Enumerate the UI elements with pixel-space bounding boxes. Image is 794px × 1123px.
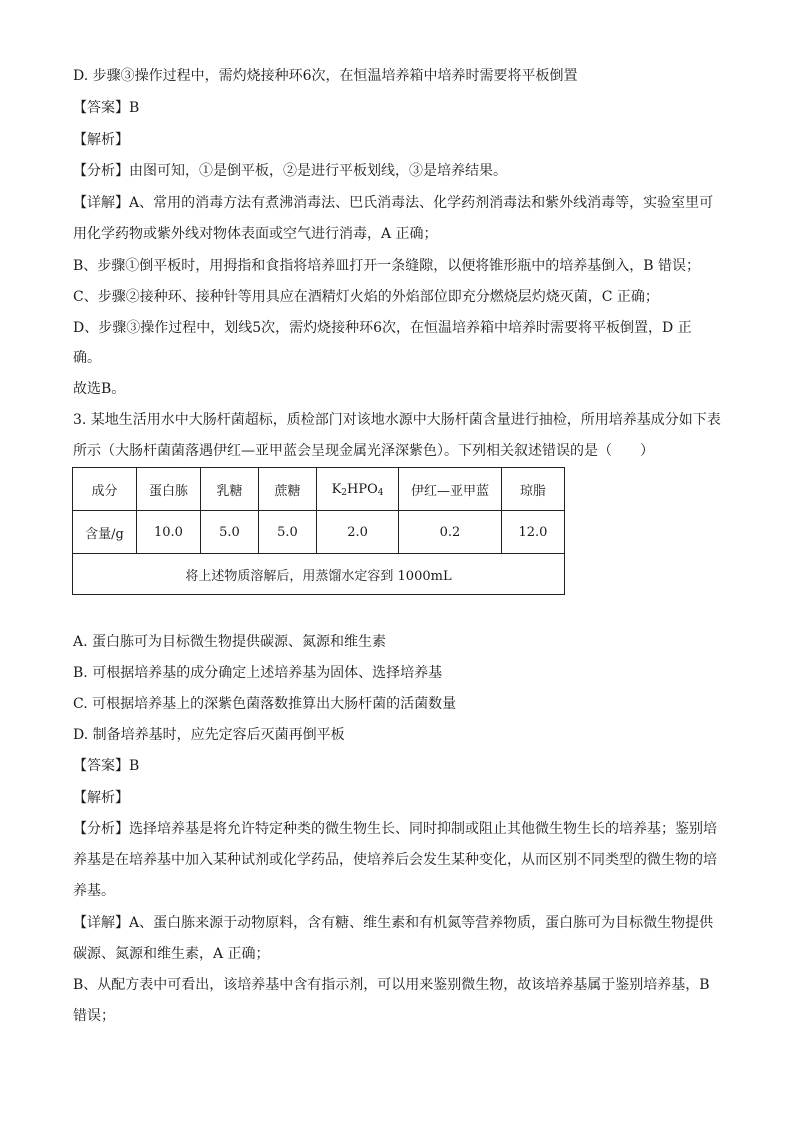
table-cell: 5.0	[258, 511, 316, 554]
table-row	[73, 511, 565, 554]
table-header-cell: 琼脂	[501, 468, 564, 511]
table-note: 将上述物质溶解后，用蒸馏水定容到 1000mL	[73, 554, 565, 595]
analysis-line: 养基是在培养基中加入某种试剂或化学药品，使培养后会发生某种变化，从而区别不同类型的微生物的培	[73, 852, 717, 868]
detail-line: 用化学药物或紫外线对物体表面或空气进行消毒，A 正确；	[73, 226, 438, 242]
formula-k: K	[331, 481, 342, 497]
option-c: C. 可根据培养基上的深紫色菌落数推算出大肠杆菌的活菌数量	[73, 696, 457, 712]
detail-line: 碳源、氮源和维生素，A 正确；	[73, 946, 270, 962]
formula-hpo: HPO	[347, 481, 378, 497]
analysis-label: 【解析】	[73, 132, 129, 148]
table-row	[73, 554, 565, 595]
option-b: B. 可根据培养基的成分确定上述培养基为固体、选择培养基	[73, 665, 443, 681]
table-header-cell: 蔗糖	[258, 468, 316, 511]
table-header-cell: 蛋白胨	[136, 468, 200, 511]
question-stem: 3. 某地生活用水中大肠杆菌超标，质检部门对该地水源中大肠杆菌含量进行抽检，所用培养基成分如下表	[73, 412, 721, 428]
detail-line: B、从配方表中可看出，该培养基中含有指示剂，可以用来鉴别微生物，故该培养基属于鉴别培养基，B	[73, 977, 710, 993]
answer-label: 【答案】B	[73, 100, 140, 116]
option-d: D. 制备培养基时，应先定容后灭菌再倒平板	[73, 727, 345, 743]
table-header-cell: 成分	[73, 468, 137, 511]
detail-line: D、步骤③操作过程中，划线5次，需灼烧接种环6次，在恒温培养箱中培养时需要将平板倒置，D 正	[73, 320, 692, 336]
question-stem: 所示（大肠杆菌菌落遇伊红—亚甲蓝会呈现金属光泽深紫色）。下列相关叙述错误的是（ ）	[73, 443, 654, 459]
analysis-summary: 【分析】由图可知，①是倒平板，②是进行平板划线，③是培养结果。	[73, 163, 507, 179]
detail-line: 错误；	[73, 1008, 115, 1024]
table-cell: 2.0	[316, 511, 398, 554]
answer-label: 【答案】B	[73, 758, 140, 774]
option-d-prev: D. 步骤③操作过程中，需灼烧接种环6次，在恒温培养箱中培养时需要将平板倒置	[73, 68, 578, 84]
detail-line: 【详解】A、常用的消毒方法有煮沸消毒法、巴氏消毒法、化学药剂消毒法和紫外线消毒等，实验室里可	[73, 195, 714, 211]
table-cell: 10.0	[136, 511, 200, 554]
medium-composition-table	[72, 467, 565, 595]
detail-line: 确。	[73, 350, 101, 366]
formula-sub: 4	[377, 487, 384, 498]
analysis-line: 养基。	[73, 883, 115, 899]
table-cell: 12.0	[501, 511, 564, 554]
option-a: A. 蛋白胨可为目标微生物提供碳源、氮源和维生素	[73, 634, 387, 650]
detail-line: B、步骤①倒平板时，用拇指和食指将培养皿打开一条缝隙，以便将锥形瓶中的培养基倒入，B 错误；	[73, 258, 701, 274]
conclusion: 故选B。	[73, 381, 126, 397]
formula-sub: 2	[341, 487, 348, 498]
table-header-cell: 伊红—亚甲蓝	[399, 468, 502, 511]
analysis-label: 【解析】	[73, 790, 129, 806]
table-header-cell: 乳糖	[201, 468, 259, 511]
table-header-cell	[316, 468, 398, 511]
analysis-line: 【分析】选择培养基是将允许特定种类的微生物生长、同时抑制或阻止其他微生物生长的培养基；鉴别培	[73, 821, 717, 837]
table-row	[73, 468, 565, 511]
table-cell: 含量/g	[73, 511, 137, 554]
table-cell: 0.2	[399, 511, 502, 554]
detail-line: 【详解】A、蛋白胨来源于动物原料，含有糖、维生素和有机氮等营养物质，蛋白胨可为目标微生物提供	[73, 915, 714, 931]
table-cell: 5.0	[201, 511, 259, 554]
detail-line: C、步骤②接种环、接种针等用具应在酒精灯火焰的外焰部位即充分燃烧层灼烧灭菌，C 正确；	[73, 289, 659, 305]
